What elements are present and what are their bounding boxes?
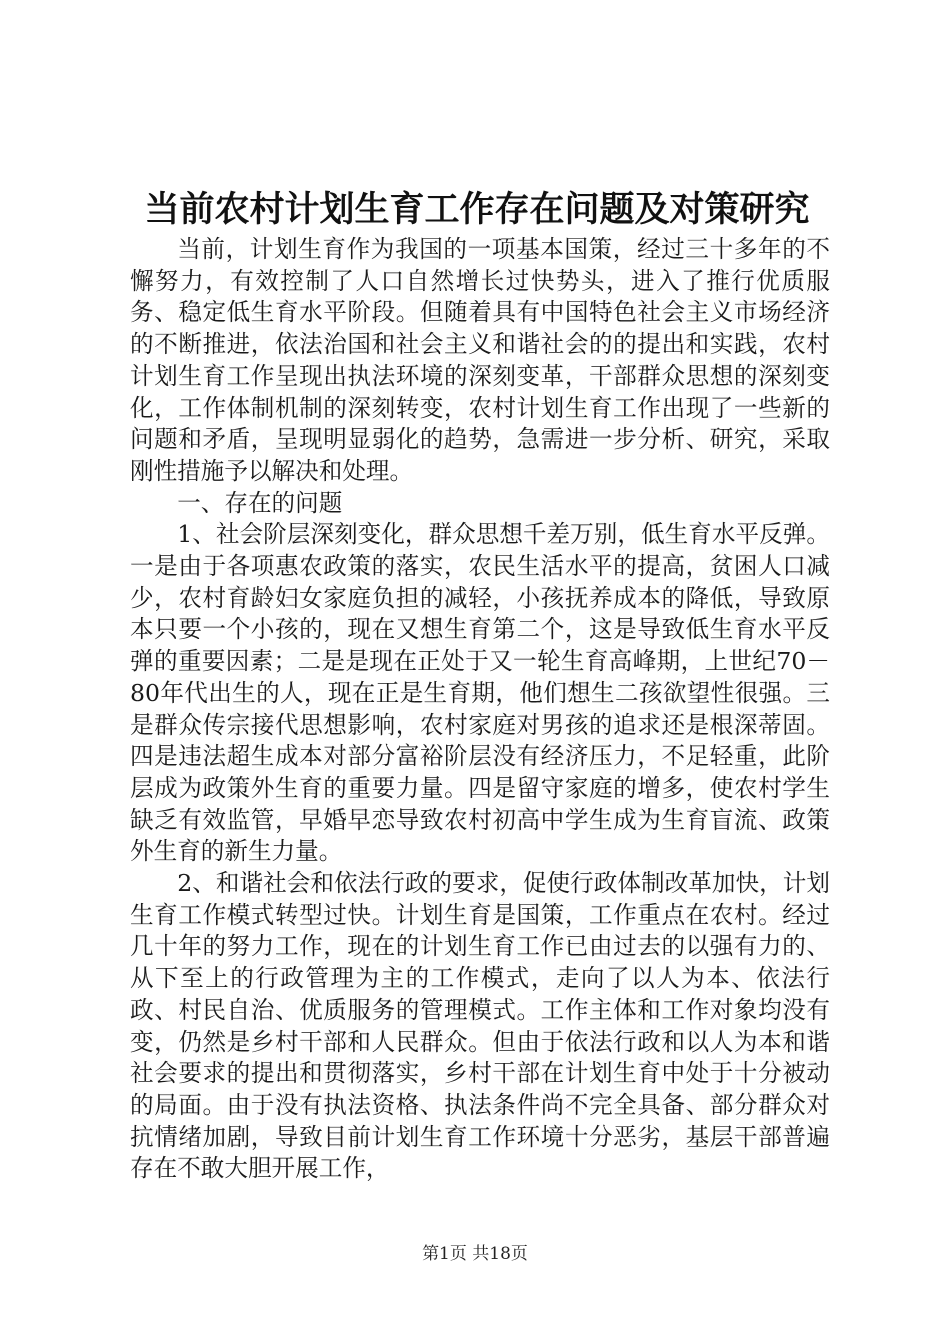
paragraph-point-2: 2、和谐社会和依法行政的要求，促使行政体制改革加快，计划生育工作模式转型过快。计划生育是国策，工作重点在农村。经过几十年的努力工作，现在的计划生育工作已由过去的以强有力的、从下至上的行政管理为主的工作模式，走向了以人为本、依法行政、村民自治、优质服务的管理模式。工作主体和工作对象均没有变，仍然是乡村干部和人民群众。但由于依法行政和以人为本和谐社会要求的提出和贯彻落实，乡村干部在计划生育中处于十分被动的局面。由于没有执法资格、执法条件尚不完全具备、部分群众对抗情绪加剧，导致目前计划生育工作环境十分恶劣，基层干部普遍存在不敢大胆开展工作， <box>130 869 830 1183</box>
document-body <box>130 234 830 1185</box>
paragraph-intro: 当前，计划生育作为我国的一项基本国策，经过三十多年的不懈努力，有效控制了人口自然增长过快势头，进入了推行优质服务、稳定低生育水平阶段。但随着具有中国特色社会主义市场经济的不断推进，依法治国和社会主义和谐社会的的提出和实践，农村计划生育工作呈现出执法环境的深刻变革，干部群众思想的深刻变化，工作体制机制的深刻转变，农村计划生育工作出现了一些新的问题和矛盾，呈现明显弱化的趋势，急需进一步分析、研究，采取刚性措施予以解决和处理。 <box>130 235 830 485</box>
page-number-footer: 第1页 共18页 <box>422 1244 528 1264</box>
paragraph-point-1: 1、社会阶层深刻变化，群众思想千差万别，低生育水平反弹。一是由于各项惠农政策的落实，农民生活水平的提高，贫困人口减少，农村育龄妇女家庭负担的减轻，小孩抚养成本的降低，导致原本只要一个小孩的，现在又想生育第二个，这是导致低生育水平反弹的重要因素；二是是现在正处于又一轮生育高峰期，上世纪70－80年代出生的人，现在正是生育期，他们想生二孩欲望性很强。三是群众传宗接代思想影响，农村家庭对男孩的追求还是根深蒂固。四是违法超生成本对部分富裕阶层没有经济压力，不足轻重，此阶层成为政策外生育的重要力量。四是留守家庭的增多，使农村学生缺乏有效监管，早婚早恋导致农村初高中学生成为生育盲流、政策外生育的新生力量。 <box>130 520 830 866</box>
document-title: 当前农村计划生育工作存在问题及对策研究 <box>144 189 810 230</box>
section-heading-problems: 一、存在的问题 <box>177 488 343 517</box>
